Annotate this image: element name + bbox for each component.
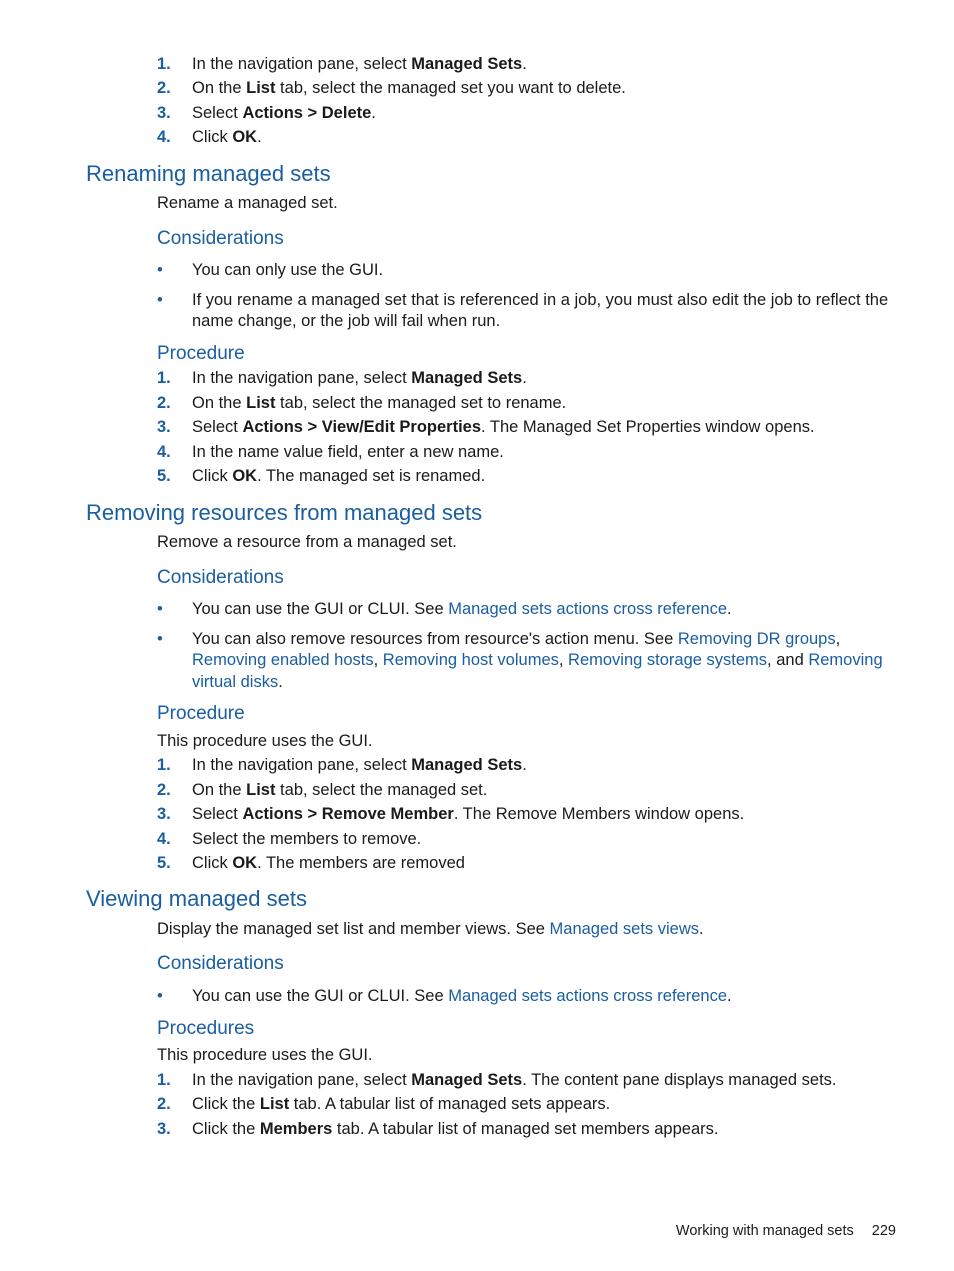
bullet-item	[0, 260, 954, 281]
step-text	[192, 369, 527, 387]
text-run: You can also remove resources from resource's action menu. See	[192, 629, 678, 648]
step-number: 3.	[157, 1119, 171, 1138]
considerations-list	[0, 986, 954, 1007]
cross-reference-link[interactable]: Managed sets actions cross reference	[448, 600, 728, 619]
step-number: 3.	[157, 103, 171, 122]
ui-term: Managed Sets	[411, 55, 523, 73]
section-description	[0, 919, 954, 940]
section-heading: Removing resources from managed sets	[86, 499, 483, 525]
step-item	[0, 853, 954, 874]
text-run: .	[727, 600, 732, 619]
text-run: . The Remove Members window opens.	[453, 805, 745, 824]
text-run: Remove a resource from a managed set.	[157, 533, 457, 552]
step-text	[192, 1095, 610, 1113]
text-run: Select	[192, 805, 243, 824]
step-text	[192, 443, 504, 461]
step-item	[0, 103, 954, 124]
section-description	[0, 193, 954, 214]
text-run: You can use the GUI or CLUI. See	[192, 600, 449, 619]
cross-reference-link[interactable]: Removing host volumes	[382, 651, 559, 670]
section-heading: Viewing managed sets	[86, 886, 307, 912]
step-item	[0, 368, 954, 389]
cross-reference-link[interactable]: Managed sets actions cross reference	[448, 987, 728, 1006]
step-number: 5.	[157, 854, 171, 873]
step-item	[0, 54, 954, 75]
text-run: tab. A tabular list of managed set members appears.	[332, 1119, 719, 1138]
step-text	[192, 128, 262, 146]
text-run: .	[522, 369, 527, 388]
step-number: 4.	[157, 829, 171, 848]
cross-reference-link[interactable]: Removing enabled hosts	[192, 651, 374, 670]
text-run: In the navigation pane, select	[192, 369, 412, 388]
ui-term: Actions > Remove Member	[242, 805, 454, 824]
ui-term: List	[246, 79, 276, 98]
step-text	[192, 55, 527, 73]
text-run: .	[522, 55, 527, 73]
ui-term: Managed Sets	[411, 369, 523, 388]
text-run: . The Managed Set Properties window opens.	[481, 418, 815, 437]
cross-reference-link[interactable]: Managed sets views	[549, 919, 700, 938]
bullet-text	[192, 261, 383, 279]
step-item	[0, 1070, 954, 1091]
step-item	[0, 78, 954, 99]
procedure-heading: Procedure	[157, 342, 245, 364]
text-run: tab, select the managed set.	[275, 780, 488, 799]
text-run: .	[257, 128, 262, 147]
text-run: tab. A tabular list of managed sets appears.	[289, 1095, 611, 1114]
step-item	[0, 804, 954, 825]
procedure-heading: Procedure	[157, 703, 245, 725]
ui-term: Managed Sets	[411, 1070, 523, 1089]
bullet-item	[0, 290, 954, 333]
text-run: .	[278, 672, 283, 691]
step-item	[0, 829, 954, 850]
page-footer	[676, 1222, 896, 1241]
section-heading: Renaming managed sets	[86, 160, 331, 186]
considerations-list	[0, 260, 954, 332]
bullet-icon: •	[157, 987, 163, 1006]
footer-chapter-title: Working with managed sets	[675, 1223, 854, 1239]
text-run: Select the members to remove.	[192, 829, 422, 848]
text-run: Select	[192, 103, 243, 122]
text-run: In the navigation pane, select	[192, 1070, 412, 1089]
bullet-icon: •	[157, 261, 163, 280]
step-text	[192, 854, 465, 872]
section-description	[0, 532, 954, 553]
step-number: 4.	[157, 442, 171, 461]
text-run: ,	[373, 651, 383, 670]
text-run: In the navigation pane, select	[192, 756, 412, 775]
step-text	[192, 418, 815, 436]
step-number: 2.	[157, 780, 171, 799]
step-text	[192, 805, 744, 823]
text-run: Rename a managed set.	[157, 194, 338, 213]
page-content	[0, 54, 954, 1143]
procedure-steps-list	[0, 755, 954, 874]
section	[0, 500, 954, 875]
considerations-heading: Considerations	[157, 227, 284, 249]
text-run: . The managed set is renamed.	[257, 467, 486, 486]
bullet-text	[192, 600, 732, 618]
delete-steps-list	[0, 54, 954, 149]
cross-reference-link[interactable]: Removing DR groups	[677, 629, 836, 648]
ui-term: Actions > Delete	[242, 103, 372, 122]
step-number: 2.	[157, 1095, 171, 1114]
step-text	[192, 104, 376, 122]
bullet-item	[0, 599, 954, 620]
text-run: On the	[192, 79, 247, 98]
text-run: . The content pane displays managed sets.	[522, 1070, 837, 1089]
step-number: 4.	[157, 128, 171, 147]
step-item	[0, 1119, 954, 1140]
step-text	[192, 467, 485, 485]
ui-term: List	[246, 393, 276, 412]
bullet-text	[192, 630, 883, 691]
cross-reference-link[interactable]: Removing storage systems	[568, 651, 768, 670]
procedure-intro: This procedure uses the GUI.	[157, 731, 373, 750]
bullet-text	[192, 291, 888, 330]
step-number: 3.	[157, 805, 171, 824]
bullet-item	[0, 986, 954, 1007]
text-run: . The members are removed	[257, 854, 465, 873]
text-run: In the navigation pane, select	[192, 55, 412, 73]
section	[0, 161, 954, 488]
step-number: 1.	[157, 55, 171, 73]
step-item	[0, 417, 954, 438]
ui-term: OK	[232, 128, 258, 147]
step-text	[192, 756, 527, 774]
step-number: 3.	[157, 418, 171, 437]
ui-term: List	[246, 780, 276, 799]
step-text	[192, 394, 566, 412]
step-item	[0, 755, 954, 776]
text-run: tab, select the managed set you want to delete.	[275, 79, 626, 98]
text-run: You can only use the GUI.	[192, 261, 384, 280]
considerations-heading: Considerations	[157, 953, 284, 975]
bullet-item	[0, 629, 954, 693]
text-run: Click	[192, 854, 233, 873]
step-item	[0, 442, 954, 463]
ui-term: Actions > View/Edit Properties	[242, 418, 482, 437]
text-run: Select	[192, 418, 243, 437]
text-run: .	[699, 919, 704, 938]
procedure-heading: Procedures	[157, 1017, 255, 1039]
step-item	[0, 127, 954, 148]
ui-term: Members	[259, 1119, 333, 1138]
text-run: You can use the GUI or CLUI. See	[192, 987, 449, 1006]
text-run: .	[371, 103, 376, 122]
text-run: In the name value field, enter a new name.	[192, 442, 504, 461]
step-number: 2.	[157, 79, 171, 98]
text-run: .	[727, 987, 732, 1006]
section	[0, 886, 954, 1140]
bullet-icon: •	[157, 290, 163, 309]
step-item	[0, 393, 954, 414]
text-run: Click	[192, 128, 233, 147]
text-run: Click the	[192, 1119, 260, 1138]
ui-term: OK	[232, 854, 258, 873]
considerations-list	[0, 599, 954, 693]
text-run: Click	[192, 467, 233, 486]
ui-term: List	[259, 1095, 290, 1114]
bullet-icon: •	[157, 600, 163, 619]
procedure-steps-list	[0, 1070, 954, 1140]
text-run: ,	[558, 651, 569, 670]
procedure-intro: This procedure uses the GUI.	[157, 1046, 373, 1065]
considerations-heading: Considerations	[157, 566, 284, 588]
text-run: On the	[192, 780, 247, 799]
cross-reference-link[interactable]: Removing virtual disks	[192, 651, 883, 691]
text-run: ,	[835, 629, 841, 648]
step-number: 1.	[157, 756, 171, 775]
text-run: On the	[192, 393, 247, 412]
step-item	[0, 1094, 954, 1115]
step-number: 2.	[157, 393, 171, 412]
step-number: 5.	[157, 467, 171, 486]
ui-term: Managed Sets	[411, 756, 523, 775]
bullet-text	[192, 987, 732, 1005]
procedure-steps-list	[0, 368, 954, 487]
step-item	[0, 466, 954, 487]
text-run: Display the managed set list and member views. See	[157, 919, 550, 938]
text-run: , and	[767, 651, 809, 670]
step-text	[192, 830, 421, 848]
text-run: .	[522, 756, 527, 775]
step-text	[192, 79, 626, 97]
footer-page-number: 229	[871, 1223, 896, 1239]
ui-term: OK	[232, 467, 258, 486]
text-run: tab, select the managed set to rename.	[275, 393, 567, 412]
step-number: 1.	[157, 369, 171, 388]
text-run: If you rename a managed set that is referenced in a job, you must also edit the job to reflect the name change, or the job will fail when run.	[192, 290, 889, 331]
step-text	[192, 781, 487, 799]
text-run: Click the	[192, 1095, 260, 1114]
step-number: 1.	[157, 1070, 171, 1089]
step-text	[192, 1120, 718, 1138]
step-text	[192, 1071, 837, 1089]
step-item	[0, 780, 954, 801]
bullet-icon: •	[157, 629, 163, 648]
